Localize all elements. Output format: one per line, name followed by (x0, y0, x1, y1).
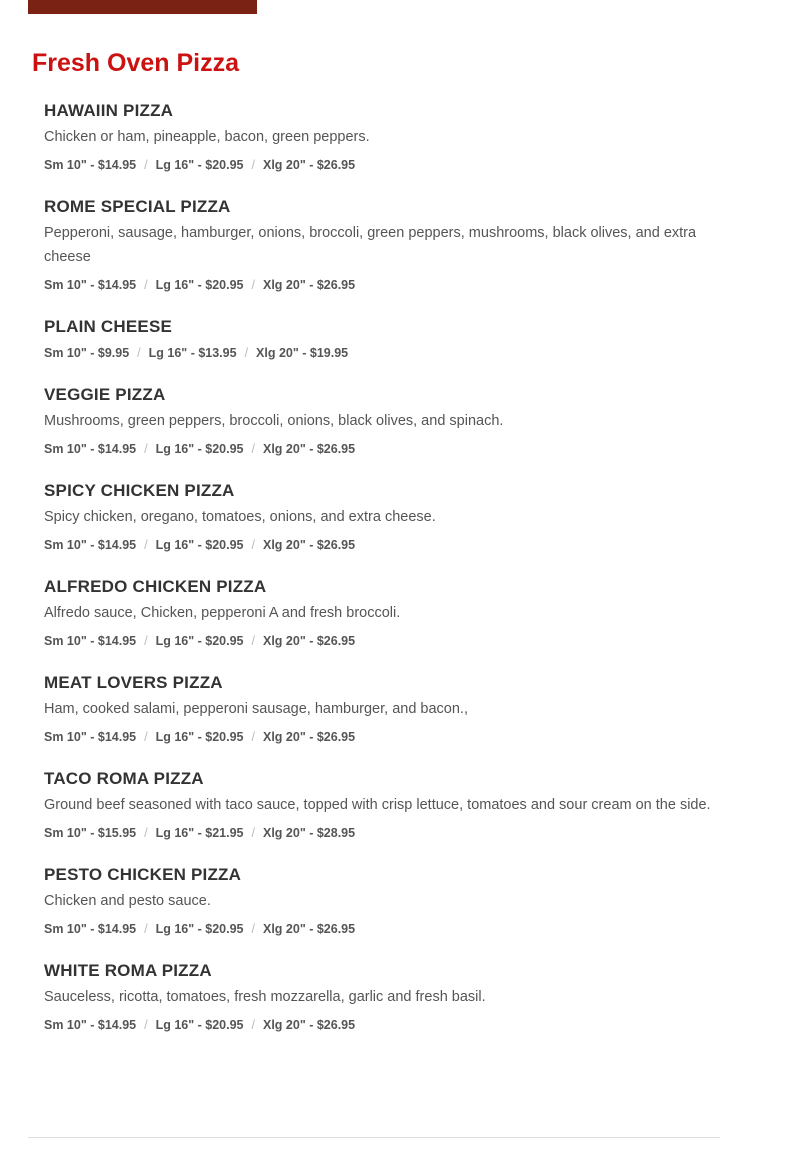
price-option: Sm 10" - $15.95 (44, 826, 137, 840)
item-name: SPICY CHICKEN PIZZA (44, 481, 235, 500)
menu-list (44, 101, 720, 1057)
price-separator: / (137, 346, 141, 360)
menu-item (44, 865, 720, 937)
price-option: Xlg 20" - $26.95 (263, 634, 356, 648)
item-description: Ham, cooked salami, pepperoni sausage, hamburger, and bacon., (44, 701, 468, 717)
price-separator: / (144, 278, 148, 292)
price-separator: / (244, 346, 249, 360)
price-option: Lg 16" - $20.95 (155, 922, 244, 936)
menu-item (44, 577, 720, 649)
price-option: Xlg 20" - $26.95 (263, 730, 356, 744)
price-option: Sm 10" - $14.95 (44, 1018, 137, 1032)
price-option: Lg 16" - $20.95 (155, 634, 244, 648)
price-list (44, 537, 720, 553)
price-list (44, 1017, 720, 1033)
item-description: Chicken and pesto sauce. (44, 893, 211, 909)
item-description: Chicken or ham, pineapple, bacon, green peppers. (44, 129, 370, 145)
menu-item (44, 317, 720, 361)
item-name: ALFREDO CHICKEN PIZZA (44, 577, 267, 596)
price-separator: / (251, 922, 255, 936)
item-description: Spicy chicken, oregano, tomatoes, onions, and extra cheese. (44, 509, 436, 525)
price-separator: / (251, 1018, 255, 1032)
price-option: Xlg 20" - $28.95 (263, 826, 356, 840)
price-separator: / (144, 158, 148, 172)
price-option: Xlg 20" - $26.95 (263, 538, 356, 552)
price-separator: / (251, 158, 255, 172)
item-name: TACO ROMA PIZZA (44, 769, 204, 788)
divider (28, 1137, 720, 1138)
price-option: Sm 10" - $14.95 (44, 442, 137, 456)
menu-item (44, 197, 720, 293)
price-option: Lg 16" - $20.95 (155, 158, 244, 172)
price-list (44, 633, 720, 649)
price-separator: / (251, 730, 255, 744)
menu-item (44, 481, 720, 553)
price-option: Xlg 20" - $26.95 (263, 922, 356, 936)
item-description: Pepperoni, sausage, hamburger, onions, broccoli, green peppers, mushrooms, black olives, and extra cheese (44, 225, 697, 265)
price-option: Lg 16" - $20.95 (155, 538, 244, 552)
price-list (44, 277, 720, 293)
price-option: Xlg 20" - $26.95 (263, 442, 356, 456)
price-separator: / (251, 278, 255, 292)
price-option: Xlg 20" - $26.95 (263, 1018, 356, 1032)
price-option: Lg 16" - $21.95 (155, 826, 244, 840)
menu-item (44, 385, 720, 457)
item-name: PESTO CHICKEN PIZZA (44, 865, 242, 884)
menu-item (44, 673, 720, 745)
menu-item (44, 961, 720, 1033)
item-name: MEAT LOVERS PIZZA (44, 673, 223, 692)
menu-item (44, 101, 720, 173)
item-description: Alfredo sauce, Chicken, pepperoni A and fresh broccoli. (44, 605, 401, 621)
price-list (44, 441, 720, 457)
price-option: Sm 10" - $14.95 (44, 278, 137, 292)
price-separator: / (251, 826, 255, 840)
price-separator: / (144, 922, 148, 936)
price-separator: / (144, 826, 148, 840)
item-description: Ground beef seasoned with taco sauce, topped with crisp lettuce, tomatoes and sour cream on the side. (44, 797, 711, 813)
menu-item (44, 769, 720, 841)
price-list (44, 729, 720, 745)
price-option: Sm 10" - $14.95 (44, 538, 137, 552)
price-option: Lg 16" - $20.95 (155, 730, 244, 744)
item-name: WHITE ROMA PIZZA (44, 961, 212, 980)
item-name: VEGGIE PIZZA (44, 385, 166, 404)
price-option: Lg 16" - $20.95 (155, 442, 244, 456)
section-title: Fresh Oven Pizza (32, 49, 240, 77)
price-option: Lg 16" - $13.95 (148, 346, 237, 360)
price-option: Xlg 20" - $26.95 (263, 158, 356, 172)
item-name: HAWAIIN PIZZA (44, 101, 174, 120)
item-description: Sauceless, ricotta, tomatoes, fresh mozzarella, garlic and fresh basil. (44, 989, 486, 1005)
price-separator: / (144, 730, 148, 744)
price-separator: / (144, 538, 148, 552)
price-option: Sm 10" - $9.95 (44, 346, 130, 360)
item-name: PLAIN CHEESE (44, 317, 173, 336)
price-separator: / (251, 442, 255, 456)
item-name: ROME SPECIAL PIZZA (44, 197, 231, 216)
price-separator: / (144, 442, 148, 456)
price-option: Xlg 20" - $26.95 (263, 278, 356, 292)
price-separator: / (144, 634, 148, 648)
price-list (44, 345, 720, 361)
price-option: Sm 10" - $14.95 (44, 922, 137, 936)
price-separator: / (251, 538, 255, 552)
item-description: Mushrooms, green peppers, broccoli, onions, black olives, and spinach. (44, 413, 504, 429)
category-button[interactable] (28, 0, 257, 14)
price-option: Lg 16" - $20.95 (155, 278, 244, 292)
price-list (44, 157, 720, 173)
price-separator: / (251, 634, 255, 648)
price-option: Sm 10" - $14.95 (44, 730, 137, 744)
price-option: Sm 10" - $14.95 (44, 634, 137, 648)
price-list (44, 921, 720, 937)
price-separator: / (144, 1018, 148, 1032)
price-option: Lg 16" - $20.95 (155, 1018, 244, 1032)
price-option: Xlg 20" - $19.95 (256, 346, 349, 360)
price-option: Sm 10" - $14.95 (44, 158, 137, 172)
price-list (44, 825, 720, 841)
